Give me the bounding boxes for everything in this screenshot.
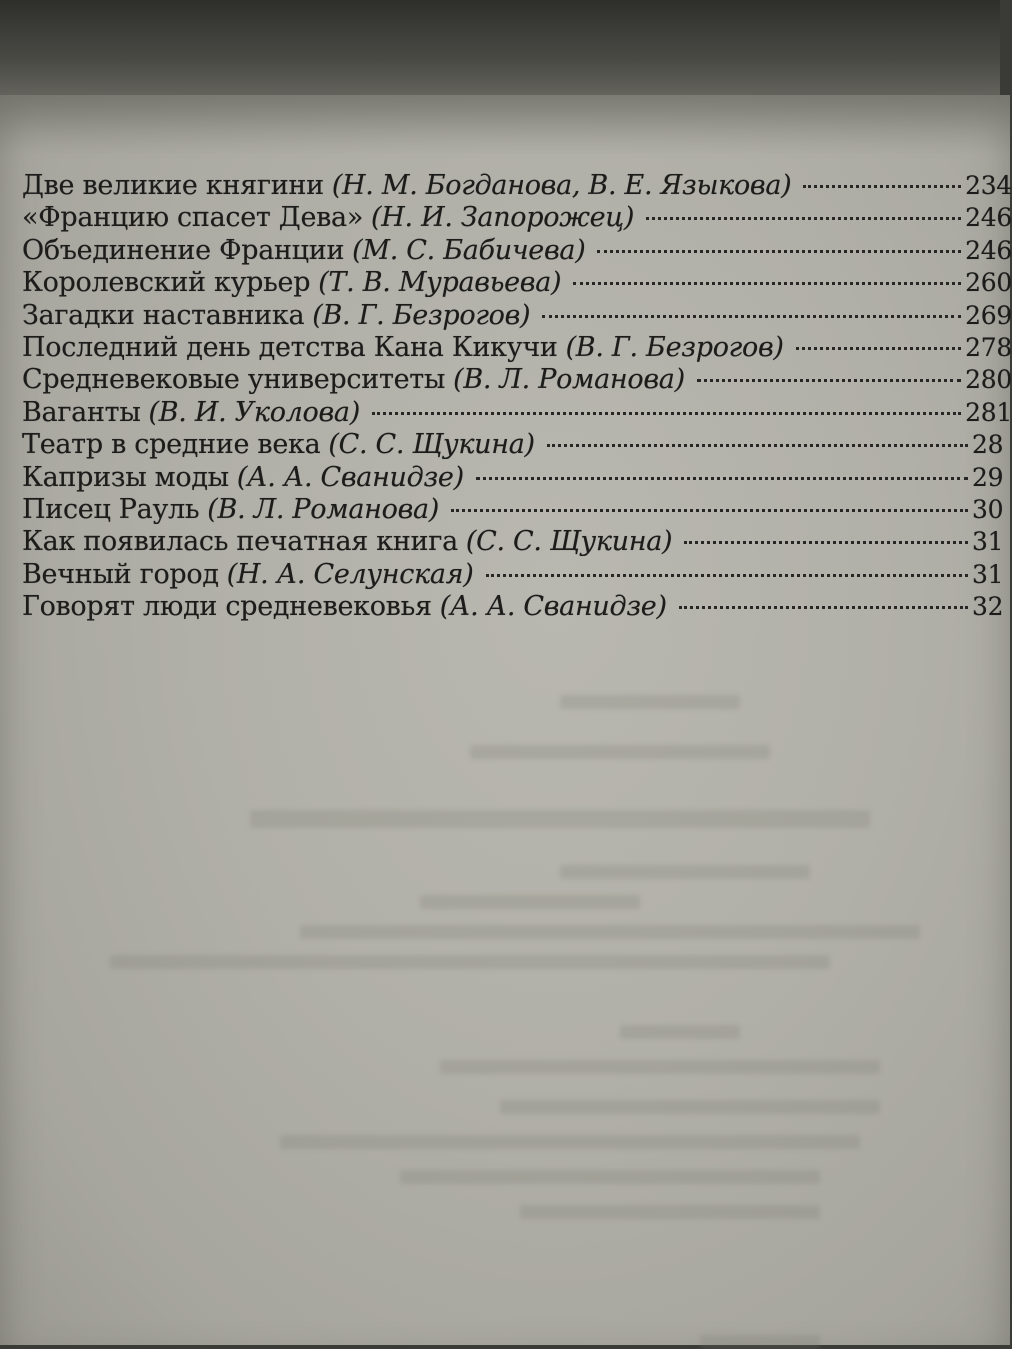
toc-entry-author: (М. С. Бабичева) [352, 234, 586, 266]
toc-entry-title: Говорят люди средневековья [22, 591, 432, 623]
toc-entry-page: 269 [965, 300, 1012, 330]
toc-entry-title: Загадки наставника [22, 299, 305, 331]
toc-entry [22, 429, 1012, 461]
toc-entry [22, 462, 1012, 494]
toc-entry-page: 278 [965, 332, 1012, 362]
toc-entry-title: Вечный город [22, 558, 219, 590]
dot-leader [476, 477, 968, 480]
toc-entry-title: Последний день детства Кана Кикучи [22, 331, 558, 363]
dot-leader [796, 347, 962, 350]
toc-entry [22, 397, 1012, 429]
toc-entry-title: Писец Рауль [22, 493, 200, 525]
toc-entry [22, 559, 1012, 591]
toc-entry-author: (С. С. Щукина) [328, 429, 535, 461]
toc-entry-author: (Н. А. Селунская) [226, 558, 474, 590]
toc-entry-title: Королевский курьер [22, 267, 311, 299]
toc-entry-author: (В. Г. Безрогов) [565, 331, 784, 363]
toc-entry-title: Объединение Франции [22, 234, 345, 266]
toc-entry [22, 332, 1012, 364]
toc-entry-author: (А. А. Сванидзе) [439, 591, 667, 623]
toc-entry-page: 246 [965, 203, 1012, 233]
toc-entry [22, 494, 1012, 526]
toc-entry-page: 28 [972, 430, 1004, 460]
toc-entry-page: 280 [965, 365, 1012, 395]
dot-leader [486, 574, 969, 577]
toc-entry-page: 260 [965, 268, 1012, 298]
toc-entry-title: Две великие княгини [22, 170, 324, 201]
toc-entry [22, 300, 1012, 332]
dot-leader [573, 282, 961, 285]
table-of-contents [22, 170, 1012, 623]
toc-entry-author: (В. Г. Безрогов) [312, 299, 531, 331]
toc-entry-author: (Т. В. Муравьева) [318, 267, 562, 299]
toc-entry-title: «Францию спасет Дева» [22, 202, 364, 234]
dot-leader [697, 379, 961, 382]
dot-leader [684, 541, 968, 544]
dot-leader [542, 315, 961, 318]
toc-entry-page: 29 [972, 462, 1004, 492]
toc-entry-author: (Н. М. Богданова, В. Е. Языкова) [331, 170, 792, 201]
toc-entry [22, 364, 1012, 396]
dot-leader [646, 217, 961, 220]
toc-entry-page: 31 [972, 559, 1004, 589]
toc-entry-author: (Н. И. Запорожец) [371, 202, 635, 234]
toc-entry [22, 202, 1012, 234]
toc-entry-page: 281 [965, 397, 1012, 427]
toc-entry-title: Как появилась печатная книга [22, 526, 458, 558]
toc-entry-author: (В. Л. Романова) [453, 364, 685, 396]
toc-entry [22, 235, 1012, 267]
toc-entry-page: 30 [972, 494, 1004, 524]
dot-leader [451, 509, 968, 512]
toc-entry-title: Капризы моды [22, 461, 229, 493]
toc-entry-author: (В. Л. Романова) [207, 493, 440, 525]
dot-leader [547, 444, 968, 447]
toc-entry [22, 170, 1012, 202]
toc-entry [22, 267, 1012, 299]
dot-leader [803, 185, 961, 188]
toc-entry-author: (С. С. Щукина) [465, 526, 673, 558]
toc-entry-title: Средневековые университеты [22, 364, 446, 396]
toc-entry-title: Ваганты [22, 396, 141, 428]
dot-leader [679, 606, 968, 609]
toc-entry-author: (А. А. Сванидзе) [236, 461, 464, 493]
toc-entry-page: 246 [965, 235, 1012, 265]
toc-entry [22, 591, 1012, 623]
toc-entry [22, 526, 1012, 558]
toc-entry-page: 234 [965, 171, 1012, 200]
dot-leader [597, 250, 961, 253]
toc-entry-title: Театр в средние века [22, 429, 321, 461]
dot-leader [372, 412, 961, 415]
toc-entry-page: 32 [972, 592, 1004, 622]
toc-entry-page: 31 [972, 527, 1004, 557]
toc-entry-author: (В. И. Уколова) [148, 396, 360, 428]
